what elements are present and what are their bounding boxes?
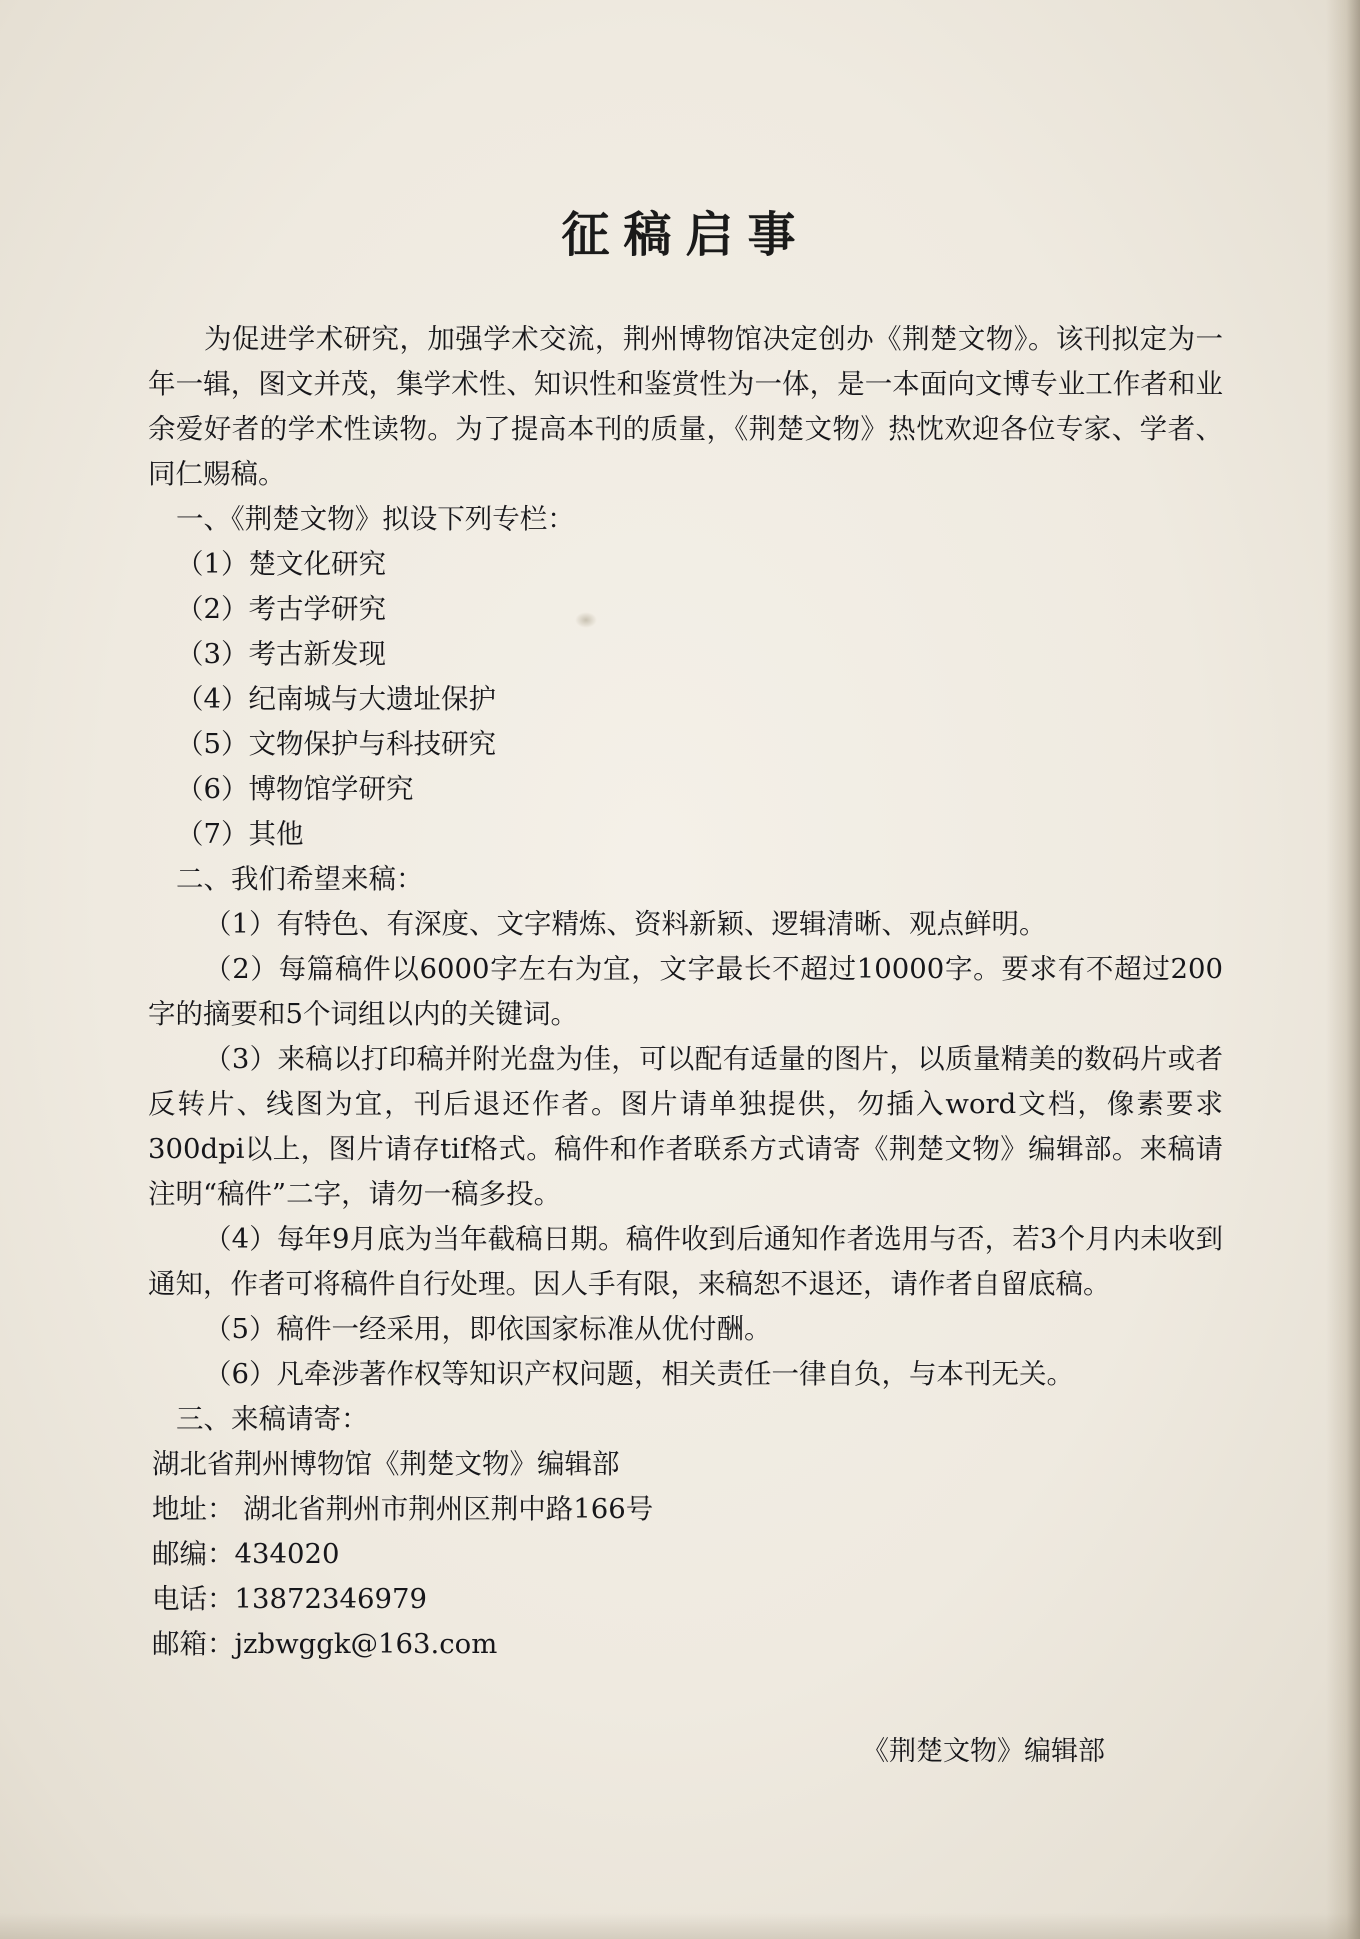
- list-item: （3）考古新发现: [176, 638, 386, 670]
- contact-address: 地址： 湖北省荆州市荆州区荆中路166号: [152, 1493, 654, 1525]
- list-item: （2）考古学研究: [176, 593, 386, 625]
- list-item: （4）纪南城与大遗址保护: [176, 683, 496, 715]
- page-title: 征稿启事: [561, 207, 810, 263]
- signature: 《荆楚文物》编辑部: [862, 1736, 1105, 1767]
- contact-postcode: 邮编：434020: [152, 1538, 340, 1570]
- list-item: （7）其他: [176, 818, 304, 850]
- list-item: （3）来稿以打印稿并附光盘为佳，可以配有适量的图片，以质量精美的数码片或者反转片、线图为宜，刊后退还作者。图片请单独提供，勿插入word文档，像素要求300dpi以上，图片请存tif格式。稿件和作者联系方式请寄《荆楚文物》编辑部。来稿请注明“稿件”二字，请勿一稿多投。: [148, 1043, 1223, 1210]
- list-item: （6）凡牵涉著作权等知识产权问题，相关责任一律自负，与本刊无关。: [204, 1358, 1074, 1390]
- list-item: （5）稿件一经采用，即依国家标准从优付酬。: [204, 1313, 772, 1345]
- section-heading-1: 一、《荆楚文物》拟设下列专栏：: [176, 503, 575, 535]
- intro-paragraph: 为促进学术研究，加强学术交流，荆州博物馆决定创办《荆楚文物》。该刊拟定为一年一辑，图文并茂，集学术性、知识性和鉴赏性为一体，是一本面向文博专业工作者和业余爱好者的学术性读物。为了提高本刊的质量，《荆楚文物》热忱欢迎各位专家、学者、同仁赐稿。: [148, 323, 1223, 490]
- list-item: （2）每篇稿件以6000字左右为宜，文字最长不超过10000字。要求有不超过200字的摘要和5个词组以内的关键词。: [148, 953, 1223, 1030]
- contact-organization: 湖北省荆州博物馆《荆楚文物》编辑部: [152, 1448, 620, 1480]
- list-item: （1）楚文化研究: [176, 548, 386, 580]
- list-item: （6）博物馆学研究: [176, 773, 414, 805]
- page-content: [148, 0, 1223, 1939]
- list-item: （1）有特色、有深度、文字精炼、资料新颖、逻辑清晰、观点鲜明。: [204, 908, 1047, 940]
- section-heading-3: 三、来稿请寄：: [176, 1403, 369, 1435]
- contact-phone: 电话：13872346979: [152, 1583, 427, 1615]
- page-edge-shadow-right: [1326, 0, 1360, 1939]
- contact-email: 邮箱：jzbwggk@163.com: [152, 1628, 498, 1660]
- list-item: （5）文物保护与科技研究: [176, 728, 496, 760]
- document-body: [148, 317, 1223, 1667]
- page-edge-shadow-bottom: [0, 1913, 1360, 1939]
- section-heading-2: 二、我们希望来稿：: [176, 863, 424, 895]
- list-item: （4）每年9月底为当年截稿日期。稿件收到后通知作者选用与否，若3个月内未收到通知，作者可将稿件自行处理。因人手有限，来稿恕不退还，请作者自留底稿。: [148, 1223, 1223, 1300]
